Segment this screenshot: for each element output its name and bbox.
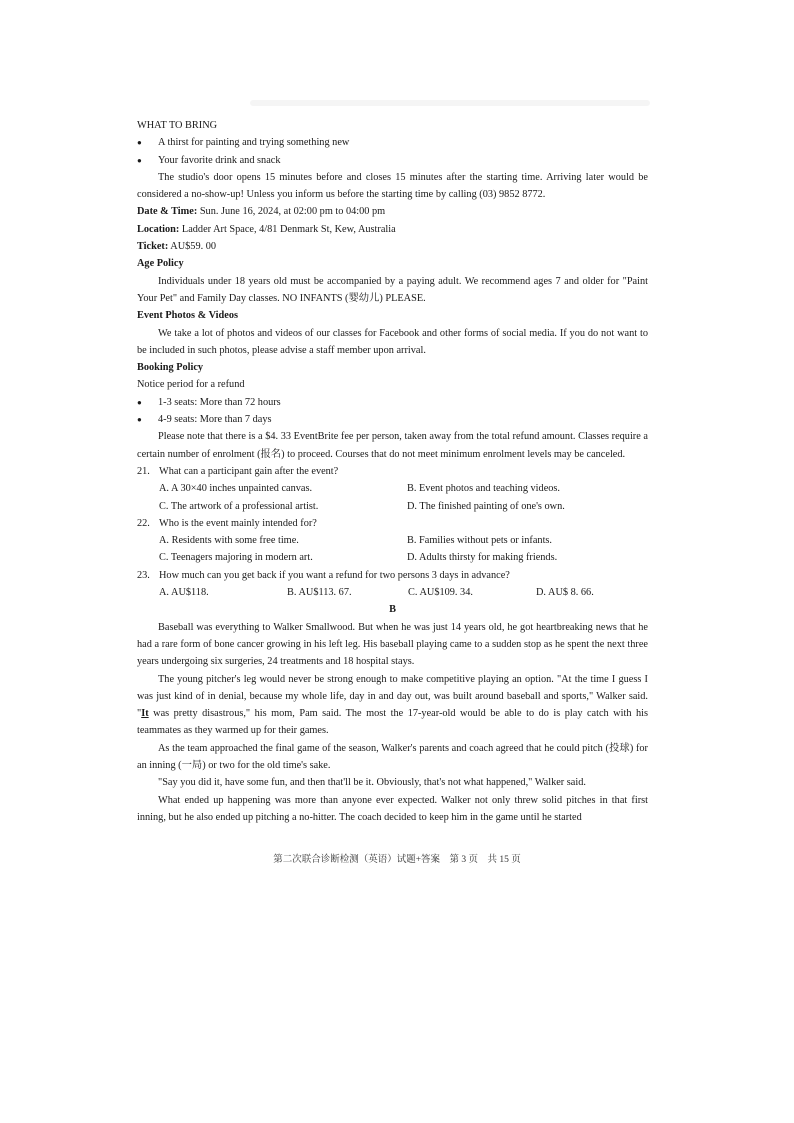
question-21: 21. What can a participant gain after the event? — [137, 465, 339, 477]
refund-item: ● 1-3 seats: More than 72 hours — [137, 394, 648, 411]
event-photos-text: We take a lot of photos and videos of our classes for Facebook and other forms of social media. If you do not want to be included in such photos, please advise a staff member upon arrival. — [137, 327, 648, 356]
bring-item: ● A thirst for painting and trying something new — [137, 134, 648, 151]
bullet-icon: ● — [137, 415, 142, 425]
question-22: 22. Who is the event mainly intended for? — [137, 517, 317, 529]
option-a: A. AU$118. — [159, 587, 209, 599]
passage-paragraph: "Say you did it, have some fun, and then that'll be it. Obviously, that's not what happened," Walker said. — [158, 777, 586, 789]
question-23: 23. How much can you get back if you want a refund for two persons 3 days in advance? — [137, 569, 510, 581]
option-a: A. A 30×40 inches unpainted canvas. — [159, 483, 313, 495]
booking-note: Please note that there is a $4. 33 EventBrite fee per person, taken away from the total refund amount. Classes require a certain number of enrolment (报名) to proceed. Courses that do not meet minimum enrolment levels may be canceled. — [137, 431, 648, 460]
document-body — [137, 117, 648, 826]
option-a: A. Residents with some free time. — [159, 535, 299, 547]
ticket-line: Ticket: AU$59. 00 — [137, 241, 217, 253]
age-policy-text: Individuals under 18 years old must be accompanied by a paying adult. We recommend ages 7 and older for "Paint Your Pet" and Family Day classes. NO INFANTS (婴幼儿) PLEASE. — [137, 275, 648, 304]
booking-policy-heading: Booking Policy — [137, 362, 204, 374]
option-b: B. Families without pets or infants. — [407, 535, 553, 547]
date-line: Date & Time: Sun. June 16, 2024, at 02:00 pm to 04:00 pm — [137, 206, 386, 218]
location-line: Location: Ladder Art Space, 4/81 Denmark St, Kew, Australia — [137, 223, 396, 235]
option-b: B. Event photos and teaching videos. — [407, 483, 560, 495]
passage-paragraph: Baseball was everything to Walker Smallwood. But when he was just 14 years old, he got heartbreaking news that he had a rare form of bone cancer growing in his left leg. His baseball playing came to a sudden stop as he spent the next three years undergoing six surgeries, 24 treatments and 18 hospital stays. — [137, 621, 648, 668]
question-21-options — [137, 480, 648, 515]
passage-paragraph: As the team approached the final game of the season, Walker's parents and coach agreed that he could pitch (投球) for an inning (一局) or two for the old time's sake. — [137, 742, 648, 771]
option-c: C. The artwork of a professional artist. — [159, 500, 319, 512]
scan-smudge — [250, 100, 650, 106]
option-d: D. Adults thirsty for making friends. — [407, 552, 558, 564]
question-23-options — [137, 584, 648, 601]
option-d: D. The finished painting of one's own. — [407, 500, 565, 512]
event-photos-heading: Event Photos & Videos — [137, 310, 238, 322]
age-policy-heading: Age Policy — [137, 258, 184, 270]
bring-item: ● Your favorite drink and snack — [137, 152, 648, 169]
passage-paragraph: What ended up happening was more than anyone ever expected. Walker not only threw solid pitches in that first inning, but he also ended up pitching a no-hitter. The coach decided to keep him in the game until he started — [137, 794, 648, 823]
page-footer: 第二次联合诊断检测（英语）试题+答案 第 3 页 共 15 页 — [273, 855, 521, 865]
option-d: D. AU$ 8. 66. — [536, 587, 594, 599]
refund-notice-subheading: Notice period for a refund — [137, 379, 245, 391]
section-b-label: B — [389, 604, 396, 616]
bullet-icon: ● — [137, 155, 142, 165]
underlined-word: It — [141, 708, 149, 720]
bullet-icon: ● — [137, 138, 142, 148]
option-c: C. Teenagers majoring in modern art. — [159, 552, 313, 564]
option-b: B. AU$113. 67. — [287, 587, 352, 599]
what-to-bring-heading: WHAT TO BRING — [137, 120, 218, 131]
passage-paragraph: The young pitcher's leg would never be strong enough to make competitive playing an option. "At the time I guess I was just kind of in denial, because my whole life, day in and day out, was built around baseball and sports," Walker said. "It was pretty disastrous," his mom, Pam said. The most the 17-year-old would be able to do is play catch with his teammates as they warmed up for their games. — [137, 673, 648, 737]
question-22-options — [137, 532, 648, 567]
option-c: C. AU$109. 34. — [408, 587, 473, 599]
door-note: The studio's door opens 15 minutes before and closes 15 minutes after the starting time. Arriving later would be considered a no-show-up! Unless you inform us before the starting time by calling (03) 9852 8772. — [137, 171, 648, 201]
refund-item: ● 4-9 seats: More than 7 days — [137, 411, 648, 428]
bullet-icon: ● — [137, 397, 142, 407]
